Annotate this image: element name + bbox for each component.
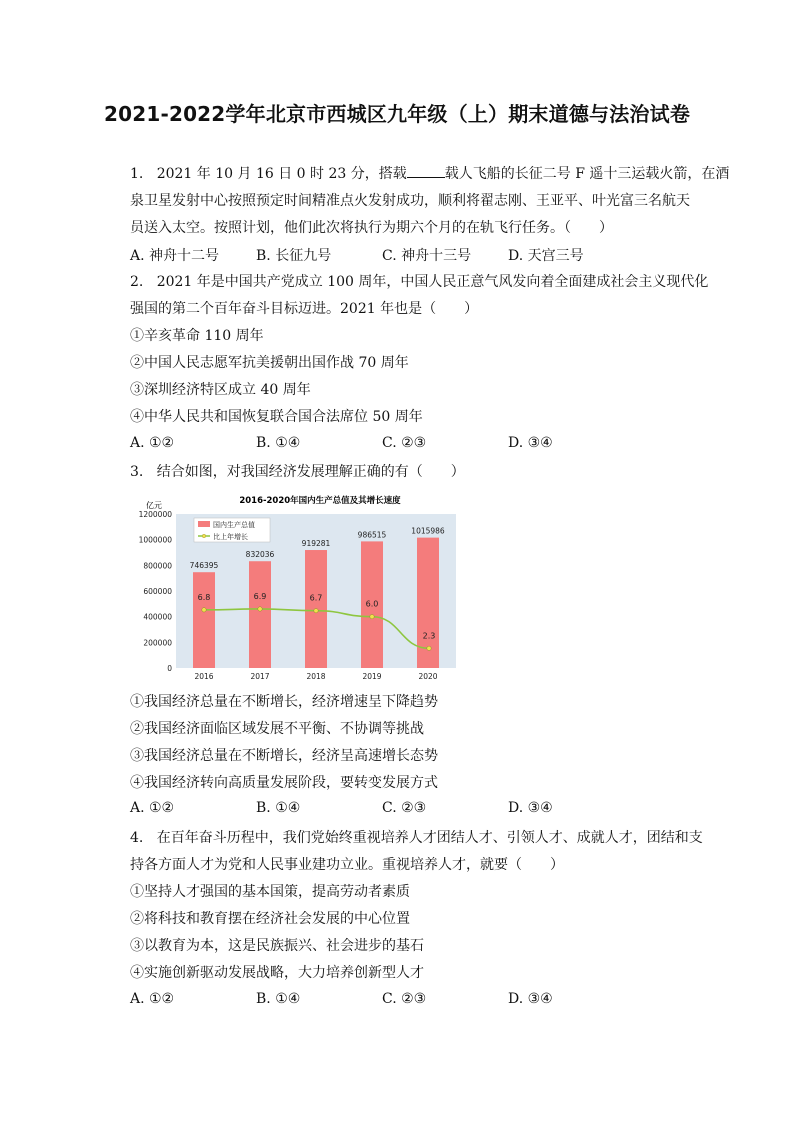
q4-line-2: 持各方面人才为党和人民事业建功立业。重视培养人才，就要（ ） xyxy=(130,857,564,873)
x-tick-label: 2018 xyxy=(306,672,326,681)
q2-item-1: ①辛亥革命 110 周年 xyxy=(130,328,264,344)
gdp-chart-svg xyxy=(130,492,460,682)
q4-item-2: ②将科技和教育摆在经济社会发展的中心位置 xyxy=(130,911,410,927)
growth-point-2017 xyxy=(258,607,262,611)
q2-item-3: ③深圳经济特区成立 40 周年 xyxy=(130,382,311,398)
x-tick-label: 2017 xyxy=(250,672,270,681)
q4-option-b[interactable]: B. ①④ xyxy=(256,991,301,1007)
growth-value-label: 6.9 xyxy=(253,591,267,601)
bar-value-label: 1015986 xyxy=(411,526,445,536)
q4-options xyxy=(130,991,690,1011)
bar-value-label: 832036 xyxy=(245,550,275,560)
q1-option-b[interactable]: B. 长征九号 xyxy=(256,248,332,264)
q4-item-4: ④实施创新驱动发展战略，大力培养创新型人才 xyxy=(130,965,424,981)
legend-line-label: 比上年增长 xyxy=(213,533,248,541)
growth-value-label: 6.0 xyxy=(365,599,379,609)
q4-option-c[interactable]: C. ②③ xyxy=(382,991,427,1007)
q3-line-1: 3. 结合如图，对我国经济发展理解正确的有（ ） xyxy=(130,464,465,480)
q3-options xyxy=(130,800,690,820)
legend-line-marker xyxy=(202,534,206,538)
q4-item-3: ③以教育为本，这是民族振兴、社会进步的基石 xyxy=(130,938,424,954)
q4-line-1: 4. 在百年奋斗历程中，我们党始终重视培养人才团结人才、引领人才、成就人才，团结和支 xyxy=(130,830,703,846)
growth-point-2018 xyxy=(314,608,318,612)
bar-value-label: 746395 xyxy=(189,561,219,571)
q3-option-a[interactable]: A. ①② xyxy=(130,800,175,816)
y-tick-label: 400000 xyxy=(143,612,172,622)
bar-2016 xyxy=(193,572,215,668)
page-title: 2021-2022学年北京市西城区九年级（上）期末道德与法治试卷 xyxy=(103,102,691,126)
y-tick-label: 0 xyxy=(167,664,172,673)
bar-2017 xyxy=(249,561,271,668)
x-tick-label: 2019 xyxy=(362,672,382,681)
growth-point-2020 xyxy=(427,646,431,650)
legend-bar-label: 国内生产总值 xyxy=(213,521,255,529)
q1-line-3: 员送入太空。按照计划，他们此次将执行为期六个月的在轨飞行任务。（ ） xyxy=(130,220,613,236)
q2-option-c[interactable]: C. ②③ xyxy=(382,435,427,451)
q2-item-2: ②中国人民志愿军抗美援朝出国作战 70 周年 xyxy=(130,355,409,371)
x-tick-label: 2016 xyxy=(194,672,214,681)
q4-item-1: ①坚持人才强国的基本国策，提高劳动者素质 xyxy=(130,884,410,900)
q1-text-b: 载人飞船的长征二号 F 遥十三运载火箭，在酒 xyxy=(444,166,730,182)
q2-options xyxy=(130,435,690,455)
q1-text-a: 1. 2021 年 10 月 16 日 0 时 23 分，搭载 xyxy=(130,166,407,182)
q1-option-c[interactable]: C. 神舟十三号 xyxy=(382,248,472,264)
q3-item-3: ③我国经济总量在不断增长，经济呈高速增长态势 xyxy=(130,748,438,764)
growth-point-2016 xyxy=(202,608,206,612)
y-tick-label: 1200000 xyxy=(138,510,172,519)
q1-option-d[interactable]: D. 天宫三号 xyxy=(508,248,584,264)
growth-value-label: 2.3 xyxy=(422,631,436,641)
bar-value-label: 986515 xyxy=(357,530,387,540)
q2-line-2: 强国的第二个百年奋斗目标迈进。2021 年也是（ ） xyxy=(130,301,479,317)
q1-option-a[interactable]: A. 神舟十二号 xyxy=(130,248,220,264)
y-tick-label: 800000 xyxy=(143,561,172,571)
legend-bar-swatch xyxy=(198,521,210,527)
q1-options xyxy=(130,245,690,265)
q3-option-c[interactable]: C. ②③ xyxy=(382,800,427,816)
gdp-chart xyxy=(130,492,460,682)
q2-option-b[interactable]: B. ①④ xyxy=(256,435,301,451)
q2-option-a[interactable]: A. ①② xyxy=(130,435,175,451)
q1-line-1 xyxy=(130,164,730,184)
growth-value-label: 6.7 xyxy=(309,593,323,603)
q3-item-4: ④我国经济转向高质量发展阶段，要转变发展方式 xyxy=(130,775,438,791)
q4-option-d[interactable]: D. ③④ xyxy=(508,991,553,1007)
q4-option-a[interactable]: A. ①② xyxy=(130,991,175,1007)
growth-point-2019 xyxy=(370,614,374,618)
y-tick-label: 200000 xyxy=(143,638,172,648)
q1-blank xyxy=(407,165,445,178)
q2-item-4: ④中华人民共和国恢复联合国合法席位 50 周年 xyxy=(130,409,423,425)
y-tick-label: 1000000 xyxy=(138,535,172,545)
chart-title: 2016-2020年国内生产总值及其增长速度 xyxy=(239,496,401,506)
q3-option-d[interactable]: D. ③④ xyxy=(508,800,553,816)
q2-line-1: 2. 2021 年是中国共产党成立 100 周年，中国人民正意气风发向着全面建成社会主义现代化 xyxy=(130,274,709,290)
chart-y-unit: 亿元 xyxy=(146,501,162,510)
y-tick-label: 600000 xyxy=(143,587,172,596)
bar-value-label: 919281 xyxy=(301,539,331,549)
q1-line-2: 泉卫星发射中心按照预定时间精准点火发射成功，顺利将翟志刚、王亚平、叶光富三名航天 xyxy=(130,193,690,209)
q2-option-d[interactable]: D. ③④ xyxy=(508,435,553,451)
q3-item-2: ②我国经济面临区域发展不平衡、不协调等挑战 xyxy=(130,721,424,737)
q3-item-1: ①我国经济总量在不断增长，经济增速呈下降趋势 xyxy=(130,694,438,710)
q3-option-b[interactable]: B. ①④ xyxy=(256,800,301,816)
x-tick-label: 2020 xyxy=(418,672,438,681)
growth-value-label: 6.8 xyxy=(197,592,211,602)
